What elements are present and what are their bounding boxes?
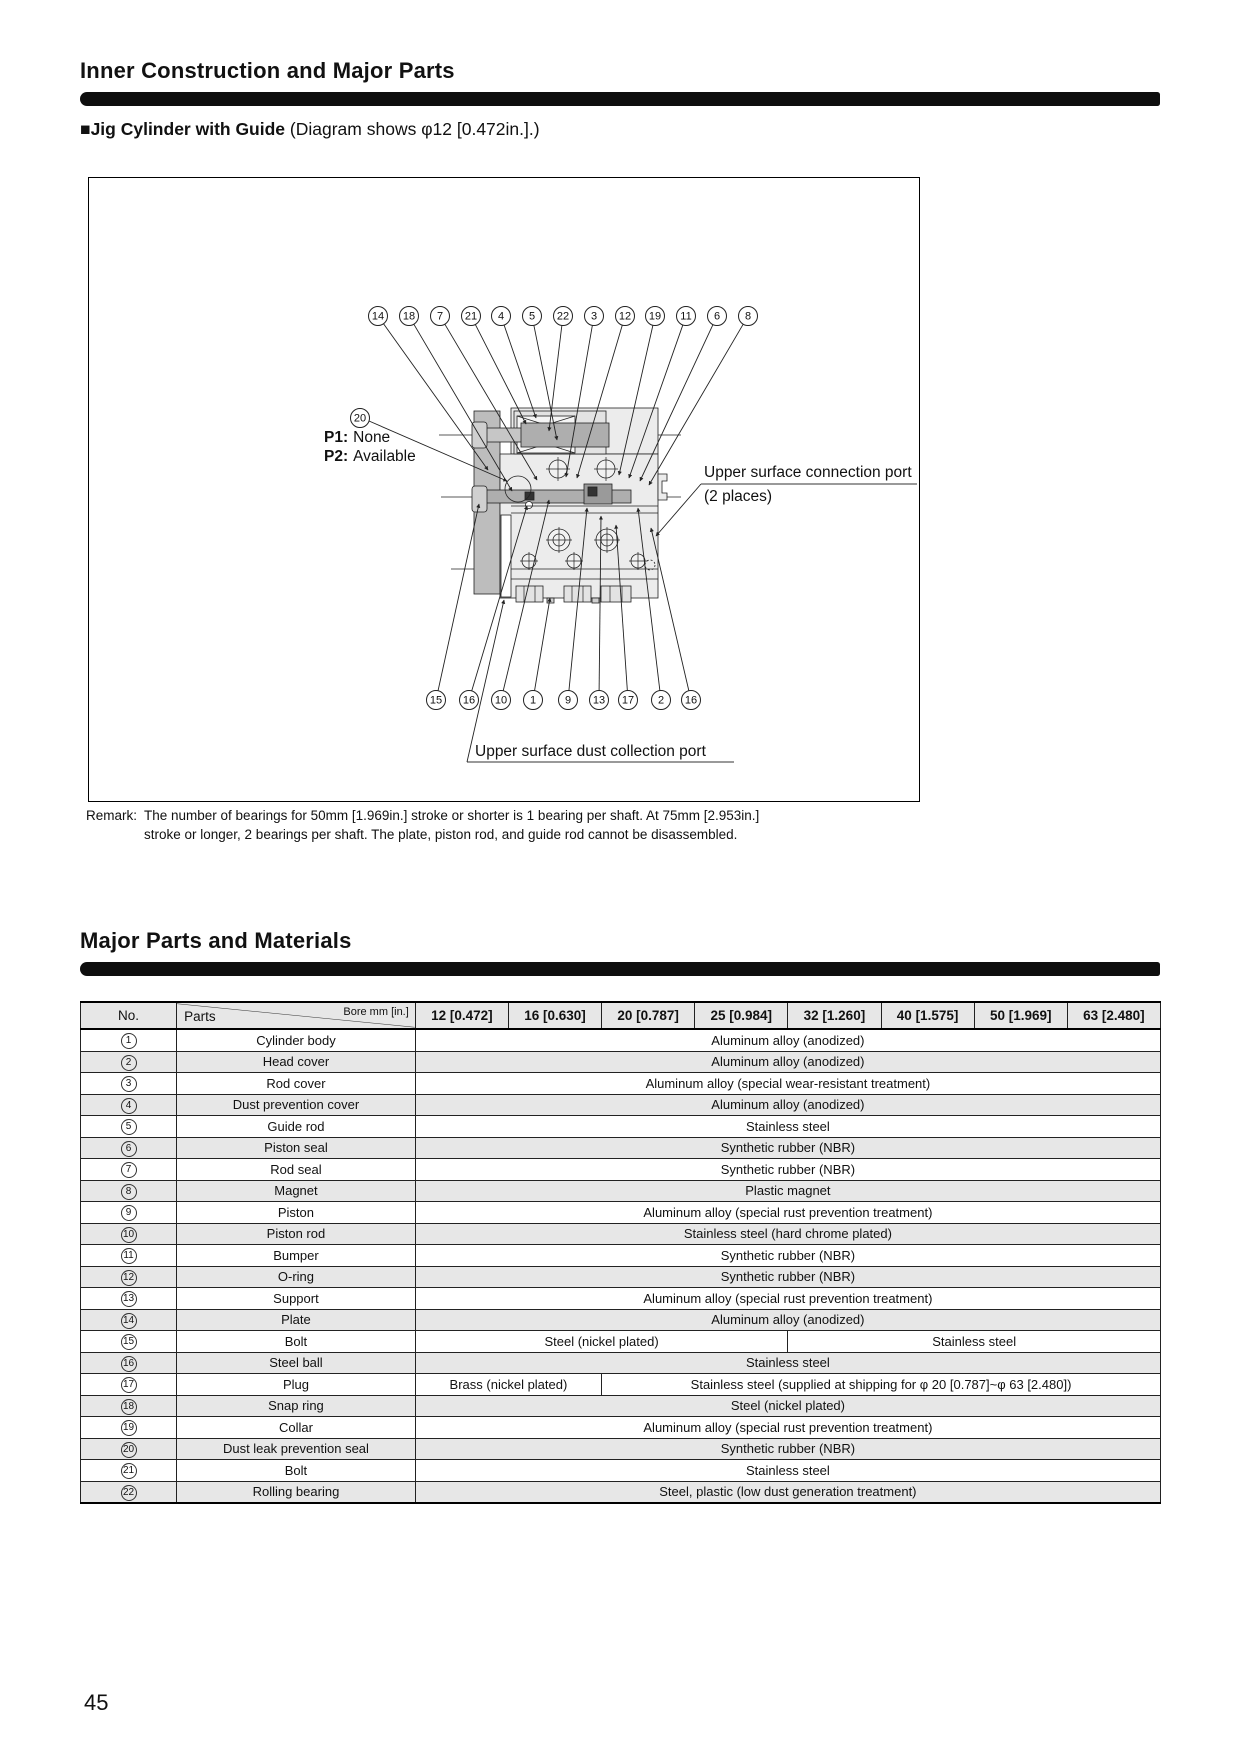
bore-size-header: 50 [1.969]	[974, 1002, 1067, 1029]
bore-size-header: 20 [0.787]	[602, 1002, 695, 1029]
bore-size-header: 40 [1.575]	[881, 1002, 974, 1029]
callout-badge	[524, 598, 551, 710]
leader-line	[640, 325, 713, 481]
callout-badge	[427, 504, 480, 710]
part-name-cell: Rod seal	[177, 1159, 416, 1181]
material-cell: Steel (nickel plated)	[415, 1331, 788, 1353]
row-number-badge: 21	[121, 1463, 137, 1479]
row-number-cell	[81, 1029, 177, 1051]
material-cell: Stainless steel	[415, 1352, 1160, 1374]
material-cell: Steel, plastic (low dust generation treatment)	[415, 1481, 1160, 1503]
part-name-cell: Collar	[177, 1417, 416, 1439]
section-subtitle	[80, 119, 540, 140]
remark	[86, 806, 986, 844]
material-cell: Aluminum alloy (anodized)	[415, 1051, 1160, 1073]
row-number-badge: 6	[121, 1141, 137, 1157]
row-number-cell	[81, 1481, 177, 1503]
callout-number: 3	[590, 310, 598, 323]
leader-line	[438, 504, 479, 691]
row-number-cell	[81, 1202, 177, 1224]
part-name-cell: Steel ball	[177, 1352, 416, 1374]
row-number-badge: 2	[121, 1055, 137, 1071]
bore-size-header: 25 [0.984]	[695, 1002, 788, 1029]
row-number-cell	[81, 1352, 177, 1374]
part-name-cell: Piston seal	[177, 1137, 416, 1159]
callout-number: 16	[462, 694, 476, 707]
callout-number: 17	[621, 694, 635, 707]
callout-number: 22	[556, 310, 570, 323]
table-row	[81, 1223, 1161, 1245]
part-name-cell: Plate	[177, 1309, 416, 1331]
material-cell: Stainless steel	[415, 1116, 1160, 1138]
part-name-cell: Dust prevention cover	[177, 1094, 416, 1116]
bore-header-label: Bore mm [in.]	[343, 1006, 409, 1018]
callout-number: 16	[684, 694, 698, 707]
remark-label: Remark:	[86, 808, 138, 823]
material-cell: Aluminum alloy (special wear-resistant treatment)	[415, 1073, 1160, 1095]
callout-number: 20	[353, 412, 367, 425]
dust-port-callout	[467, 600, 734, 762]
table-row	[81, 1395, 1161, 1417]
material-cell: Plastic magnet	[415, 1180, 1160, 1202]
leader-line	[414, 324, 512, 491]
row-number-badge: 1	[121, 1033, 137, 1049]
row-number-badge: 22	[121, 1485, 137, 1501]
row-number-badge: 13	[121, 1291, 137, 1307]
remark-text-line1: The number of bearings for 50mm [1.969in.] stroke or shorter is 1 bearing per shaft. At 75mm [2.953in.]	[144, 808, 760, 823]
material-cell: Aluminum alloy (special rust prevention treatment)	[415, 1417, 1160, 1439]
part-name-cell: Dust leak prevention seal	[177, 1438, 416, 1460]
table-row	[81, 1460, 1161, 1482]
material-cell: Aluminum alloy (anodized)	[415, 1309, 1160, 1331]
section-bar	[80, 962, 1160, 976]
remark-text-line2: stroke or longer, 2 bearings per shaft. The plate, piston rod, and guide rod cannot be disassembled.	[144, 827, 738, 842]
connection-port-callout	[656, 464, 917, 536]
material-cell: Steel (nickel plated)	[415, 1395, 1160, 1417]
page-number: 45	[84, 1690, 109, 1715]
row-number-cell	[81, 1374, 177, 1396]
part-name-cell: Bumper	[177, 1245, 416, 1267]
row-number-cell	[81, 1137, 177, 1159]
material-cell: Stainless steel (supplied at shipping for φ 20 [0.787]~φ 63 [2.480])	[602, 1374, 1161, 1396]
subtitle-bold: ■Jig Cylinder with Guide	[80, 119, 286, 139]
table-row	[81, 1266, 1161, 1288]
table-row	[81, 1417, 1161, 1439]
bore-size-header: 32 [1.260]	[788, 1002, 881, 1029]
callout-number: 10	[494, 694, 508, 707]
row-number-badge: 7	[121, 1162, 137, 1178]
callout-number: 14	[371, 310, 385, 323]
row-number-badge: 4	[121, 1098, 137, 1114]
table-row	[81, 1202, 1161, 1224]
p-note-line1: P1: None	[324, 429, 391, 446]
table-row	[81, 1029, 1161, 1051]
row-number-cell	[81, 1331, 177, 1353]
material-cell: Stainless steel	[415, 1460, 1160, 1482]
row-number-badge: 5	[121, 1119, 137, 1135]
material-cell: Stainless steel	[788, 1331, 1161, 1353]
leader-line	[649, 324, 743, 485]
row-number-badge: 17	[121, 1377, 137, 1393]
row-number-cell	[81, 1309, 177, 1331]
material-cell: Synthetic rubber (NBR)	[415, 1438, 1160, 1460]
callout-number: 11	[680, 310, 692, 323]
table-row	[81, 1051, 1161, 1073]
material-cell: Aluminum alloy (anodized)	[415, 1029, 1160, 1051]
part-name-cell: Rod cover	[177, 1073, 416, 1095]
part-name-cell: Bolt	[177, 1460, 416, 1482]
part-name-cell: O-ring	[177, 1266, 416, 1288]
part-name-cell: Piston rod	[177, 1223, 416, 1245]
part-name-cell: Head cover	[177, 1051, 416, 1073]
table-row	[81, 1159, 1161, 1181]
part-name-cell: Magnet	[177, 1180, 416, 1202]
table-row	[81, 1245, 1161, 1267]
material-cell: Synthetic rubber (NBR)	[415, 1266, 1160, 1288]
row-number-cell	[81, 1223, 177, 1245]
section-bar	[80, 92, 1160, 106]
callout-number: 18	[402, 310, 416, 323]
section-title-major-parts: Major Parts and Materials	[80, 928, 352, 953]
table-row	[81, 1331, 1161, 1353]
material-cell: Brass (nickel plated)	[415, 1374, 601, 1396]
row-number-badge: 20	[121, 1442, 137, 1458]
leader-line	[535, 598, 550, 691]
connection-port-sublabel: (2 places)	[704, 488, 773, 505]
page-title: Inner Construction and Major Parts	[80, 58, 455, 83]
material-cell: Synthetic rubber (NBR)	[415, 1159, 1160, 1181]
table-row	[81, 1352, 1161, 1374]
part-name-cell: Piston	[177, 1202, 416, 1224]
construction-diagram	[88, 177, 920, 802]
connection-port-label: Upper surface connection port	[704, 464, 912, 481]
row-number-cell	[81, 1051, 177, 1073]
part-name-cell: Bolt	[177, 1331, 416, 1353]
table-row	[81, 1481, 1161, 1503]
row-number-cell	[81, 1417, 177, 1439]
table-row	[81, 1073, 1161, 1095]
part-name-cell: Snap ring	[177, 1395, 416, 1417]
table-row	[81, 1309, 1161, 1331]
material-cell: Synthetic rubber (NBR)	[415, 1137, 1160, 1159]
row-number-badge: 12	[121, 1270, 137, 1286]
row-number-cell	[81, 1116, 177, 1138]
row-number-cell	[81, 1245, 177, 1267]
callout-number: 2	[657, 694, 665, 707]
row-number-badge: 18	[121, 1399, 137, 1415]
row-number-cell	[81, 1073, 177, 1095]
row-number-cell	[81, 1180, 177, 1202]
part-name-cell: Rolling bearing	[177, 1481, 416, 1503]
callout-number: 1	[529, 694, 537, 707]
callout-number: 12	[618, 310, 632, 323]
row-number-cell	[81, 1159, 177, 1181]
callout-number: 6	[713, 310, 721, 323]
parts-header-label: Parts	[184, 1009, 216, 1024]
leader-line	[475, 324, 526, 424]
bore-size-header: 12 [0.472]	[415, 1002, 508, 1029]
material-cell: Synthetic rubber (NBR)	[415, 1245, 1160, 1267]
table-row	[81, 1374, 1161, 1396]
row-number-badge: 11	[121, 1248, 137, 1264]
callout-number: 5	[528, 310, 536, 323]
row-number-cell	[81, 1460, 177, 1482]
row-number-cell	[81, 1395, 177, 1417]
row-number-cell	[81, 1438, 177, 1460]
bore-size-header: 63 [2.480]	[1067, 1002, 1160, 1029]
table-header-row	[81, 1002, 1161, 1029]
material-cell: Aluminum alloy (special rust prevention treatment)	[415, 1202, 1160, 1224]
table-row	[81, 1137, 1161, 1159]
part-name-cell: Guide rod	[177, 1116, 416, 1138]
row-number-badge: 10	[121, 1227, 137, 1243]
row-number-badge: 3	[121, 1076, 137, 1092]
callout-number: 4	[497, 310, 505, 323]
row-number-cell	[81, 1094, 177, 1116]
callout-number: 7	[436, 310, 444, 323]
bore-size-header: 16 [0.630]	[508, 1002, 601, 1029]
callout-number: 8	[744, 310, 752, 323]
table-row	[81, 1094, 1161, 1116]
table-row	[81, 1180, 1161, 1202]
material-cell: Aluminum alloy (special rust prevention treatment)	[415, 1288, 1160, 1310]
parts-header	[177, 1002, 416, 1029]
callout-number: 9	[564, 694, 572, 707]
row-number-badge: 14	[121, 1313, 137, 1329]
no-header: No.	[81, 1002, 177, 1029]
table-row	[81, 1116, 1161, 1138]
row-number-badge: 9	[121, 1205, 137, 1221]
piston-rod-shape	[521, 423, 609, 447]
part-name-cell: Support	[177, 1288, 416, 1310]
parts-materials-table	[80, 1001, 1161, 1504]
row-number-badge: 15	[121, 1334, 137, 1350]
callout-badge	[649, 307, 758, 486]
callout-number: 13	[592, 694, 606, 707]
row-number-badge: 8	[121, 1184, 137, 1200]
table-row	[81, 1438, 1161, 1460]
row-number-badge: 16	[121, 1356, 137, 1372]
diagram-svg	[89, 178, 919, 801]
material-cell: Stainless steel (hard chrome plated)	[415, 1223, 1160, 1245]
callout-number: 15	[429, 694, 443, 707]
callout-number: 19	[648, 310, 662, 323]
subtitle-note: (Diagram shows φ12 [0.472in.].)	[285, 119, 540, 139]
part-name-cell: Cylinder body	[177, 1029, 416, 1051]
part-name-cell: Plug	[177, 1374, 416, 1396]
dust-port-label: Upper surface dust collection port	[475, 743, 706, 760]
table-row	[81, 1288, 1161, 1310]
callout-number: 21	[464, 310, 478, 323]
row-number-badge: 19	[121, 1420, 137, 1436]
cylinder-cross-section	[439, 408, 681, 603]
row-number-cell	[81, 1288, 177, 1310]
p-note-line2: P2: Available	[324, 448, 416, 465]
leader-line	[504, 325, 536, 418]
material-cell: Aluminum alloy (anodized)	[415, 1094, 1160, 1116]
row-number-cell	[81, 1266, 177, 1288]
